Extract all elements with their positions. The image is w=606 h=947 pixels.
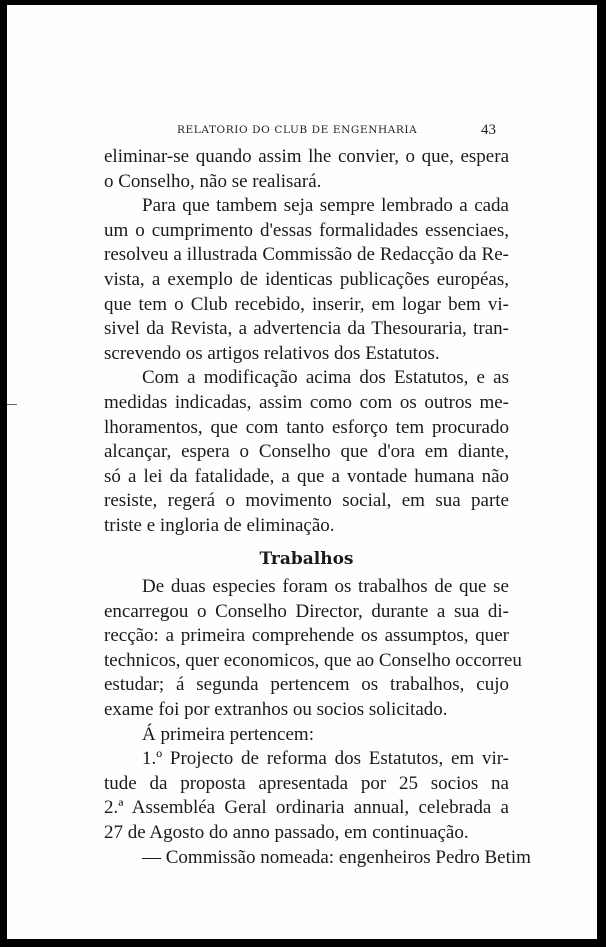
text-line: technicos, quer economicos, que ao Conselho occorreu bbox=[104, 649, 522, 671]
running-title: RELATORIO DO CLUB DE ENGENHARIA bbox=[177, 124, 418, 136]
page-number: 43 bbox=[481, 122, 496, 138]
text-line: só a lei da fatalidade, a que a vontade humana não bbox=[104, 465, 509, 487]
text-line: o Conselho, não se realisará. bbox=[104, 170, 322, 192]
text-line: exame foi por extranhos ou socios solicitado. bbox=[104, 699, 448, 721]
text-line: 1.º Projecto de reforma dos Estatutos, em vir- bbox=[142, 748, 509, 770]
text-line: vista, a exemplo de identicas publicações européas, bbox=[104, 268, 509, 290]
book-page bbox=[7, 5, 597, 939]
text-line: Para que tambem seja sempre lembrado a cada bbox=[142, 195, 509, 217]
text-line: De duas especies foram os trabalhos de que se bbox=[142, 576, 509, 598]
text-line: screvendo os artigos relativos dos Estatutos. bbox=[104, 342, 440, 364]
text-line: resolveu a illustrada Commissão de Redacção da Re- bbox=[104, 244, 509, 266]
text-line: medidas indicadas, assim como com os outros me- bbox=[104, 391, 509, 413]
body-text bbox=[104, 145, 531, 870]
text-line: um o cumprimento d'essas formalidades essenciaes, bbox=[104, 219, 509, 241]
section-heading: Trabalhos bbox=[259, 548, 354, 569]
text-line: lhoramentos, que com tanto esforço tem procurado bbox=[104, 416, 509, 438]
text-line: sivel da Revista, a advertencia da Thesouraria, tran- bbox=[104, 318, 509, 340]
text-line: resiste, regerá o movimento social, em sua parte bbox=[104, 490, 509, 512]
page-header bbox=[7, 124, 597, 144]
text-line: que tem o Club recebido, inserir, em logar bem vi- bbox=[104, 293, 509, 315]
text-line: — Commissão nomeada: engenheiros Pedro Betim bbox=[142, 846, 531, 868]
text-line: alcançar, espera o Conselho que d'ora em diante, bbox=[104, 441, 509, 463]
margin-mark bbox=[7, 404, 17, 405]
text-line: recção: a primeira comprehende os assumptos, quer bbox=[104, 625, 509, 647]
text-line: estudar; á segunda pertencem os trabalhos, cujo bbox=[104, 674, 509, 696]
text-line: encarregou o Conselho Director, durante a sua di- bbox=[104, 600, 509, 622]
text-line: 27 de Agosto do anno passado, em continuação. bbox=[104, 822, 469, 844]
text-line: Á primeira pertencem: bbox=[142, 723, 314, 745]
text-line: eliminar-se quando assim lhe convier, o que, espera bbox=[104, 146, 509, 167]
text-line: Com a modificação acima dos Estatutos, e as bbox=[142, 367, 509, 389]
text-line: tude da proposta apresentada por 25 socios na bbox=[104, 772, 509, 794]
text-line: triste e ingloria de eliminação. bbox=[104, 514, 335, 536]
text-line: 2.ª Assembléa Geral ordinaria annual, celebrada a bbox=[104, 797, 509, 819]
